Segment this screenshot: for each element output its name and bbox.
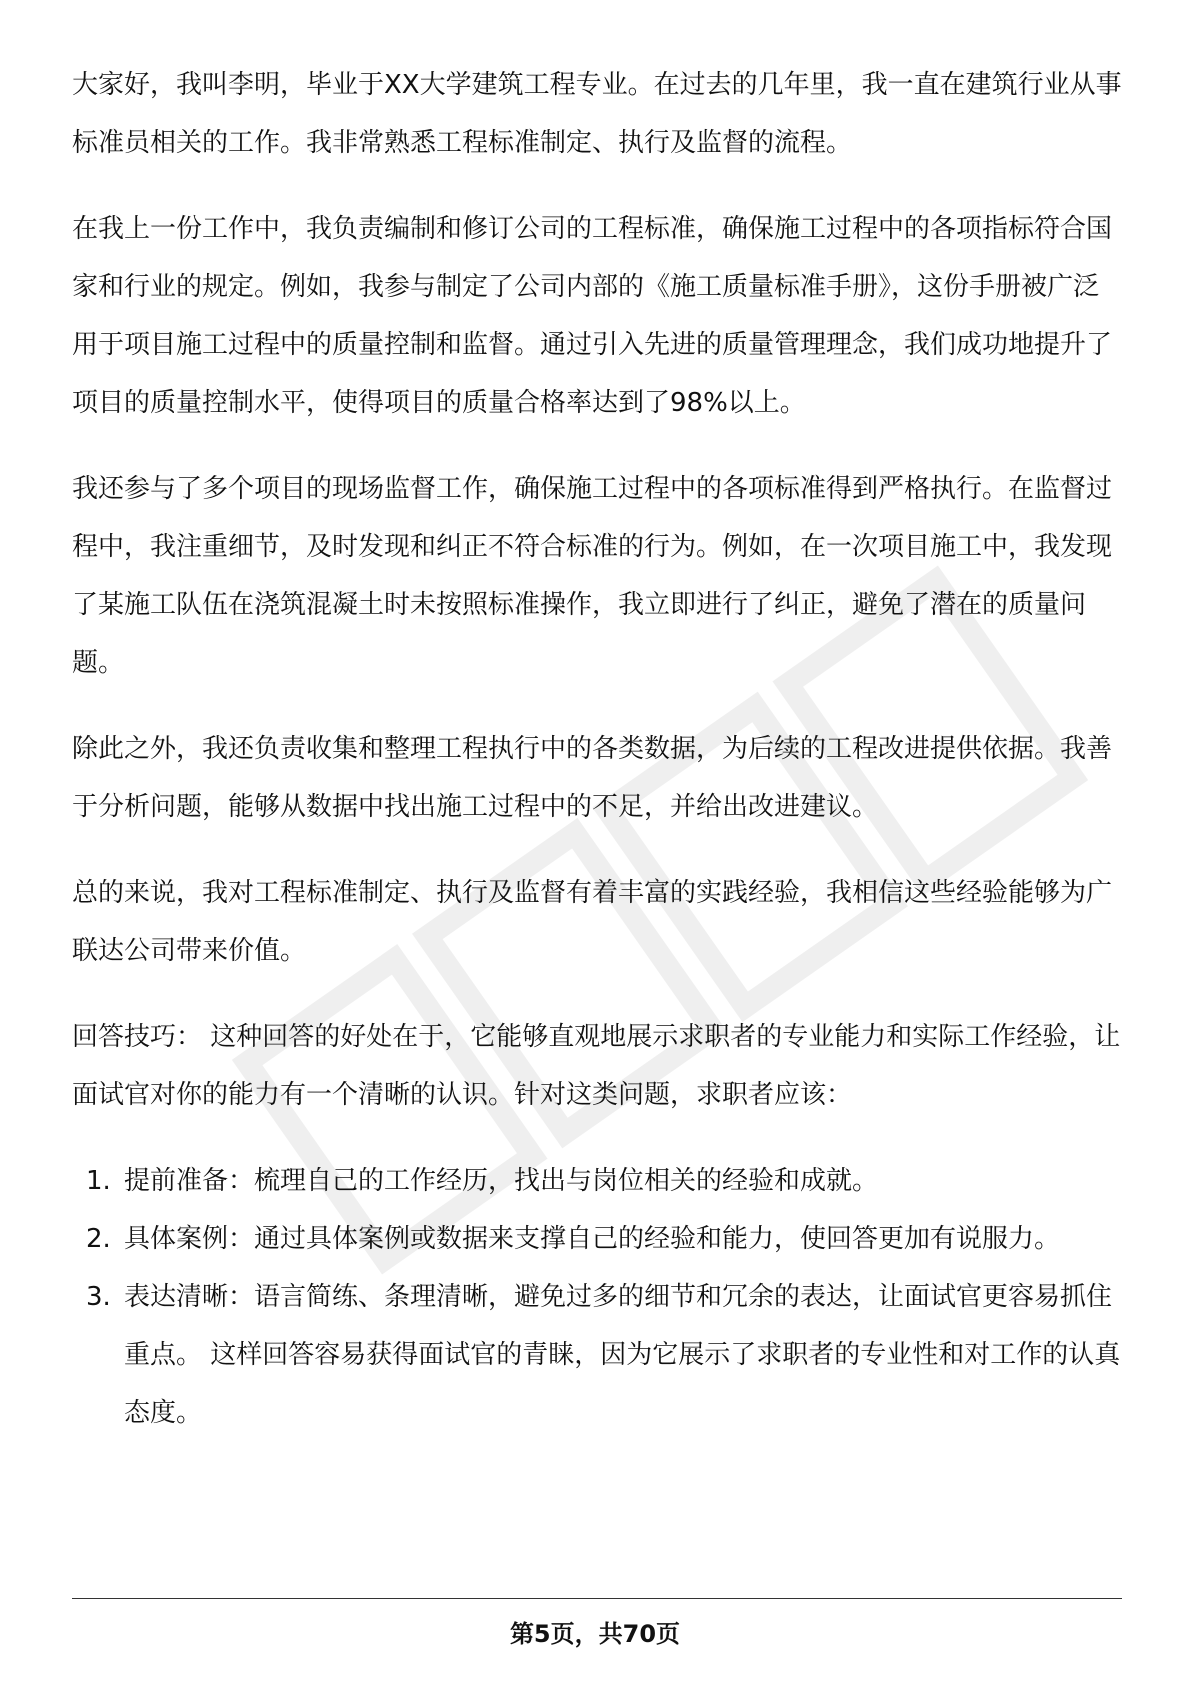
list-item (72, 1152, 1122, 1210)
list-item (72, 1268, 1122, 1442)
list-item-number: 3. (86, 1282, 111, 1312)
list-item-number: 2. (86, 1224, 111, 1254)
tips-list (72, 1152, 1122, 1442)
list-item-text: 表达清晰：语言简练、条理清晰，避免过多的细节和冗余的表达，让面试官更容易抓住重点。 这样回答容易获得面试官的青睐，因为它展示了求职者的专业性和对工作的认真态度。 (124, 1282, 1121, 1428)
page-number: 第5页，共70页 (509, 1620, 681, 1648)
paragraph-intro: 大家好，我叫李明，毕业于XX大学建筑工程专业。在过去的几年里，我一直在建筑行业从事标准员相关的工作。我非常熟悉工程标准制定、执行及监督的流程。 (72, 70, 1122, 158)
list-item-text: 提前准备：梳理自己的工作经历，找出与岗位相关的经验和成就。 (124, 1166, 879, 1196)
list-item (72, 1210, 1122, 1268)
list-item-text: 具体案例：通过具体案例或数据来支撑自己的经验和能力，使回答更加有说服力。 (124, 1224, 1061, 1254)
paragraph-summary: 总的来说，我对工程标准制定、执行及监督有着丰富的实践经验，我相信这些经验能够为广联达公司带来价值。 (72, 878, 1113, 966)
paragraph-previous-job: 在我上一份工作中，我负责编制和修订公司的工程标准，确保施工过程中的各项指标符合国家和行业的规定。例如，我参与制定了公司内部的《施工质量标准手册》，这份手册被广泛用于项目施工过程中的质量控制和监督。通过引入先进的质量管理理念，我们成功地提升了项目的质量控制水平，使得项目的质量合格率达到了98%以上。 (72, 214, 1113, 418)
list-item-number: 1. (86, 1166, 111, 1196)
paragraph-answer-tips: 回答技巧： 这种回答的好处在于，它能够直观地展示求职者的专业能力和实际工作经验，让面试官对你的能力有一个清晰的认识。针对这类问题，求职者应该： (72, 1022, 1121, 1110)
footer-divider (72, 1598, 1122, 1599)
paragraph-data-analysis: 除此之外，我还负责收集和整理工程执行中的各类数据，为后续的工程改进提供依据。我善于分析问题，能够从数据中找出施工过程中的不足，并给出改进建议。 (72, 734, 1113, 822)
main-content (72, 56, 1122, 1442)
paragraph-site-supervision: 我还参与了多个项目的现场监督工作，确保施工过程中的各项标准得到严格执行。在监督过程中，我注重细节，及时发现和纠正不符合标准的行为。例如，在一次项目施工中，我发现了某施工队伍在浇筑混凝土时未按照标准操作，我立即进行了纠正，避免了潜在的质量问题。 (72, 474, 1113, 678)
